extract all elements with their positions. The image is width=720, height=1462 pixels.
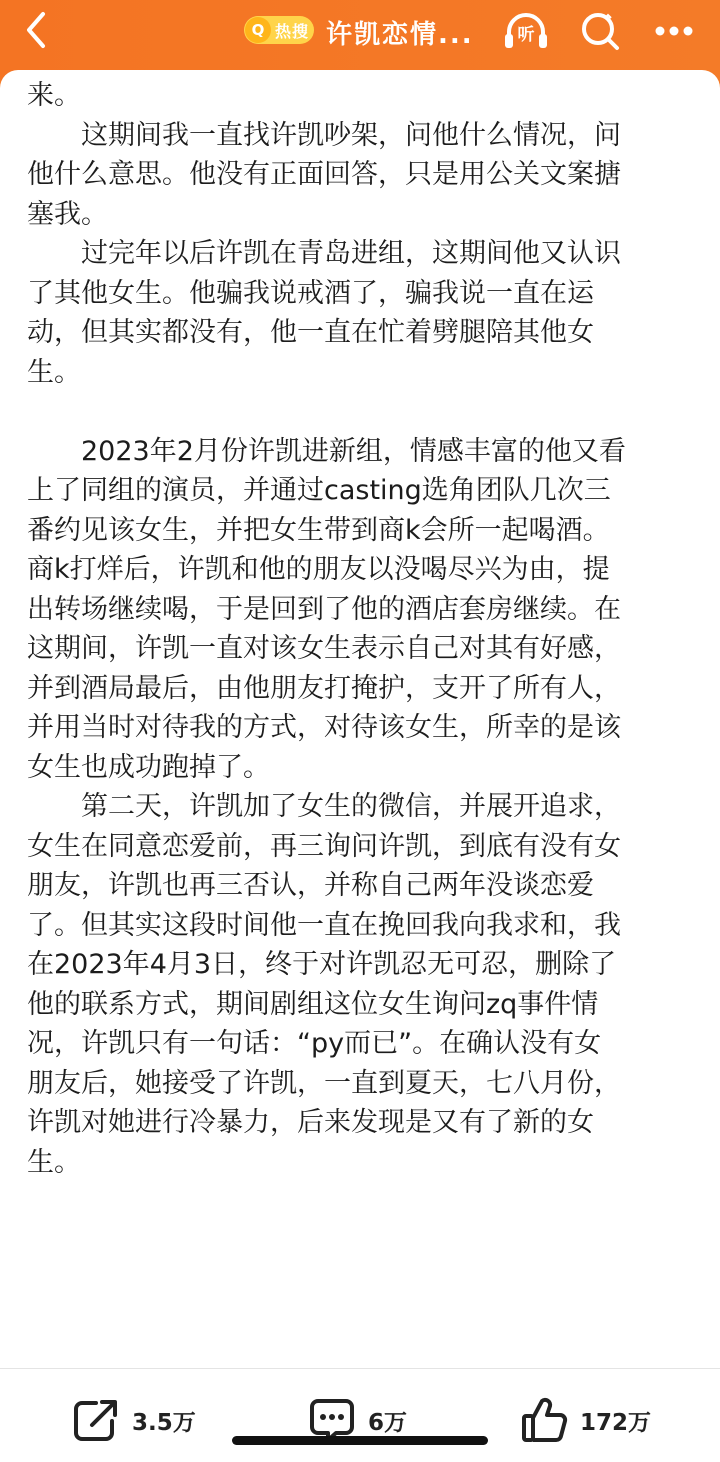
article-body (27, 76, 693, 1182)
article-line: 朋友后，她接受了许凯，一直到夏天，七八月份， (27, 1067, 621, 1099)
page-title[interactable]: 许凯恋情... (326, 20, 474, 50)
listen-button[interactable] (502, 8, 550, 54)
article-line: 第二天，许凯加了女生的微信，并展开追求， (27, 791, 621, 822)
article-line: 他什么意思。他没有正面回答，只是用公关文案搪 (27, 159, 621, 190)
article-line: 女生也成功跑掉了。 (27, 751, 270, 783)
article-line: 了其他女生。他骗我说戒酒了，骗我说一直在运 (27, 277, 594, 309)
article-line: 他的联系方式，期间剧组这位女生询问zq事件情 (27, 988, 599, 1020)
article-line: 这期间，许凯一直对该女生表示自己对其有好感， (27, 633, 621, 664)
more-button[interactable] (650, 8, 698, 54)
article-line: 生。 (27, 356, 81, 388)
hot-search-badge[interactable] (244, 16, 314, 44)
home-indicator (232, 1436, 488, 1445)
search-button[interactable] (576, 8, 624, 54)
article-line: 许凯对她进行冷暴力，后来发现是又有了新的女 (27, 1107, 594, 1138)
article-line: 生。 (27, 1146, 81, 1178)
more-dots-icon (652, 24, 696, 38)
paragraph-gap (27, 392, 693, 432)
share-button[interactable] (72, 1392, 196, 1448)
thumbs-up-icon (520, 1396, 568, 1444)
article-line: 2023年2月份许凯进新组，情感丰富的他又看 (27, 435, 626, 467)
comment-count: 6万 (368, 1409, 408, 1436)
action-bar-divider (0, 1368, 720, 1369)
share-icon (72, 1397, 120, 1443)
article-line: 塞我。 (27, 198, 108, 230)
article-line: 女生在同意恋爱前，再三询问许凯，到底有没有女 (27, 830, 621, 862)
article-line: 了。但其实这段时间他一直在挽回我向我求和，我 (27, 909, 621, 941)
article-line: 出转场继续喝，于是回到了他的酒店套房继续。在 (27, 593, 621, 625)
article-line: 况，许凯只有一句话：“py而已”。在确认没有女 (27, 1028, 602, 1059)
chevron-left-icon (21, 10, 51, 50)
article-line: 动，但其实都没有，他一直在忙着劈腿陪其他女 (27, 317, 594, 348)
article-line: 朋友，许凯也再三否认，并称自己两年没谈恋爱 (27, 870, 594, 901)
like-count: 172万 (580, 1409, 652, 1436)
hot-search-badge-label: 热搜 (275, 21, 310, 41)
article-line: 并到酒局最后，由他朋友打掩护，支开了所有人， (27, 672, 621, 704)
search-icon (578, 9, 622, 53)
article-line: 番约见该女生，并把女生带到商k会所一起喝酒。 (27, 514, 610, 546)
article-line: 上了同组的演员，并通过casting选角团队几次三 (27, 475, 611, 506)
article-line: 并用当时对待我的方式，对待该女生，所幸的是该 (27, 712, 621, 743)
article-line: 来。 (27, 80, 81, 111)
top-nav-bar (0, 0, 720, 80)
back-button[interactable] (14, 6, 58, 54)
article-line: 在2023年4月3日，终于对许凯忍无可忍，删除了 (27, 949, 617, 980)
like-button[interactable] (520, 1392, 651, 1448)
listen-label: 听 (517, 25, 535, 45)
article-line: 过完年以后许凯在青岛进组，这期间他又认识 (27, 238, 621, 269)
share-count: 3.5万 (132, 1409, 196, 1436)
article-line: 这期间我一直找许凯吵架，问他什么情况，问 (27, 119, 621, 151)
content-card (0, 70, 720, 1462)
hot-search-logo-icon: Q (245, 17, 271, 43)
article-line: 商k打烊后，许凯和他的朋友以没喝尽兴为由，提 (27, 554, 610, 585)
